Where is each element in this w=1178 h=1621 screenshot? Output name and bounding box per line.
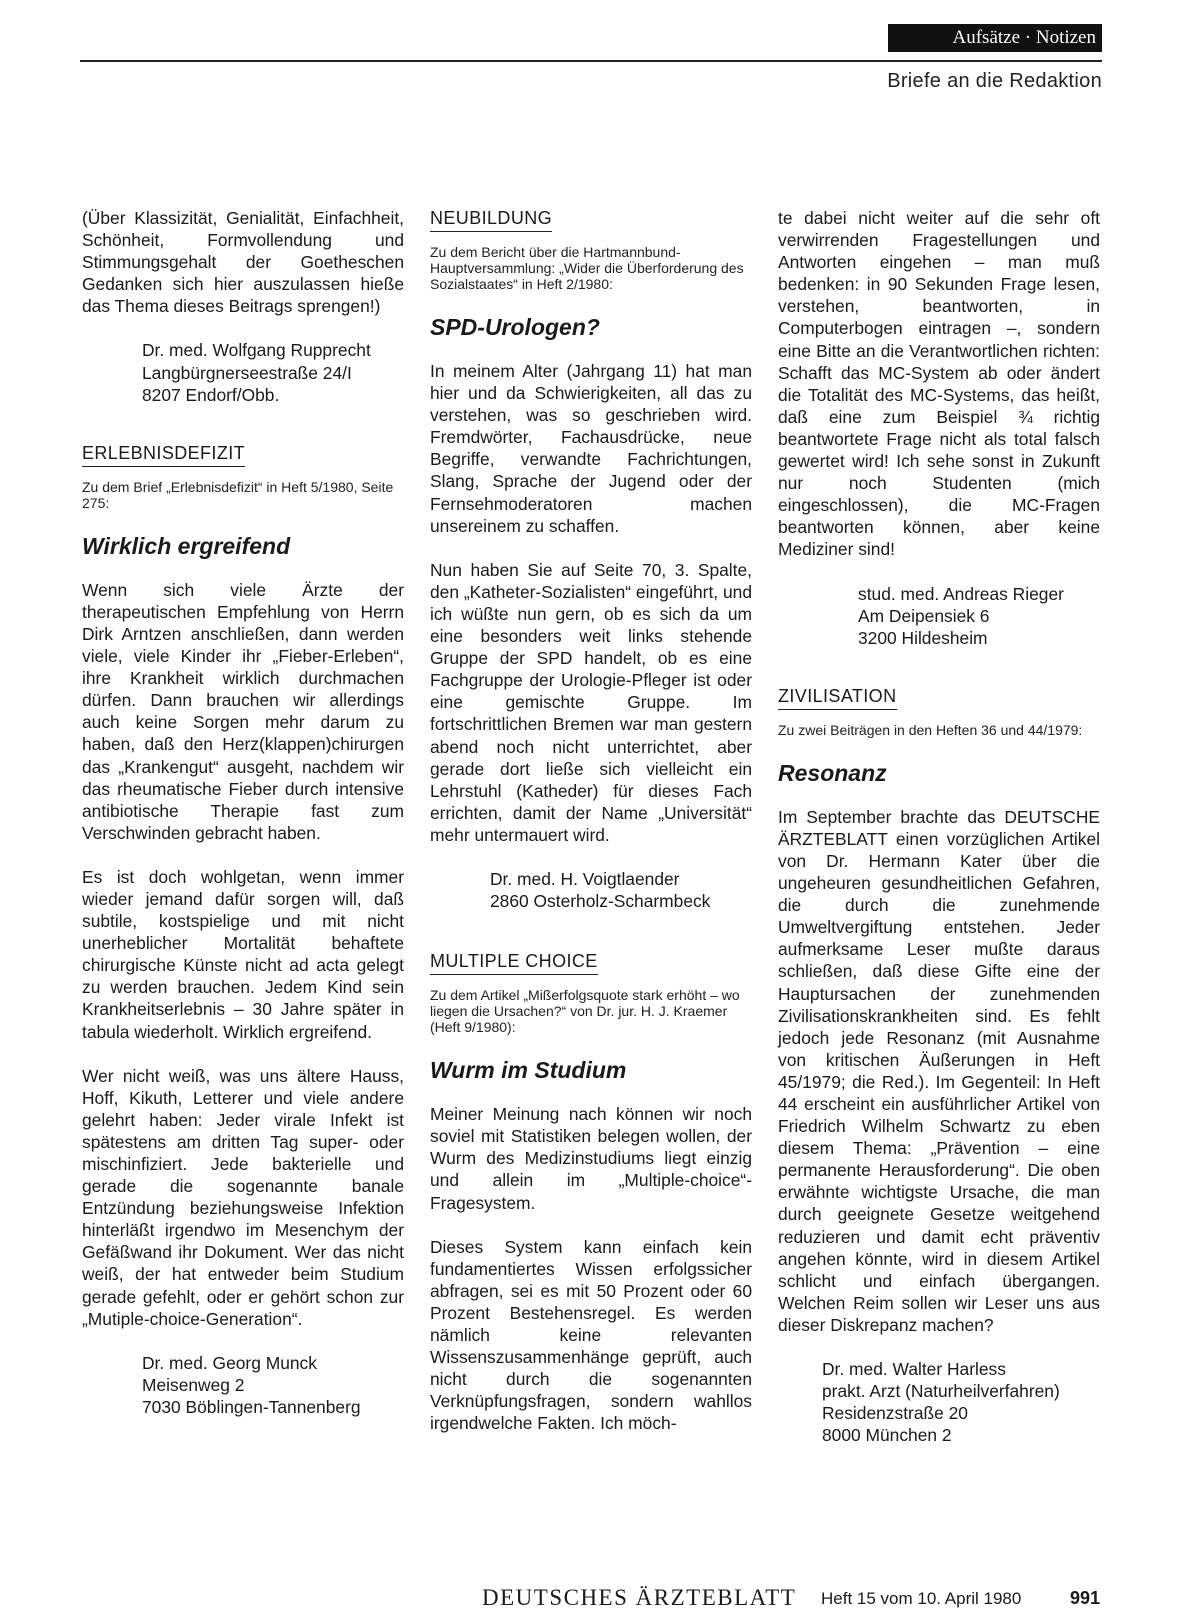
letter-intro: Zu zwei Beiträgen in den Heften 36 und 44/1979: [778, 721, 1083, 738]
signature-line: Dr. med. Wolfgang Rupprecht [142, 340, 371, 361]
signature-line: Langbürgnerseestraße 24/I [142, 362, 352, 383]
signature-line: Dr. med. Georg Munck [142, 1352, 317, 1373]
body-paragraph: Nun haben Sie auf Seite 70, 3. Spalte, den „Katheter-Sozialisten“ eingeführt, und ich wüßte nun gern, ob es sich da um eine besonders weit links stehende Gruppe der SPD handelt, ob es eine Fachgruppe der Urologie-Pfleger ist oder eine gemischte Gruppe. Im fortschrittlichen Bremen war man gestern abend noch nicht unterrichtet, aber gerade dort ließe sich vielleicht ein Lehrstuhl (Katheder) für dieses Fach errichten, damit der Name „Universität“ mehr untermauert wird. [430, 559, 752, 845]
header-rule [80, 60, 1102, 62]
signature-line: Dr. med. H. Voigtlaender [490, 868, 680, 889]
signature-line: 2860 Osterholz-Scharmbeck [490, 891, 711, 912]
signature-voigtlaender [490, 868, 752, 912]
signature-line: Dr. med. Walter Harless [822, 1359, 1006, 1380]
letter-closing-paragraph: (Über Klassizität, Genialität, Einfachheit, Schönheit, Formvollendung und Stimmungsgehalt der Goetheschen Gedanken sich hier auszulassen hieße das Thema dieses Beitrags sprengen!) [82, 208, 404, 317]
section-kicker: MULTIPLE CHOICE [430, 950, 598, 975]
signature-line: Meisenweg 2 [142, 1374, 245, 1395]
signature-line: 7030 Böblingen-Tannenberg [142, 1396, 361, 1417]
body-paragraph: Es ist doch wohlgetan, wenn immer wieder jemand dafür sorgen will, daß subtile, kostspielige und mit nicht unerheblicher Mortalität behaftete chirurgische Künste nicht ad acta gelegt zu werden brauchen. Jedem Kind sein Krankheitserlebnis – 30 Jahre später in tabula wiederholt. Wirklich ergreifend. [82, 866, 404, 1042]
journal-masthead: DEUTSCHES ÄRZTEBLATT [482, 1585, 797, 1610]
signature-line: 8207 Endorf/Obb. [142, 384, 280, 405]
column-1 [82, 207, 404, 1418]
signature-rieger [858, 583, 1100, 649]
column-2 [430, 207, 752, 1434]
section-kicker: NEUBILDUNG [430, 207, 552, 232]
page-number: 991 [1070, 1588, 1101, 1608]
signature-line: 3200 Hildesheim [858, 627, 988, 648]
body-paragraph: te dabei nicht weiter auf die sehr oft verwirrenden Fragestellungen und Antworten eingehen – man muß bedenken: in 90 Sekunden Frage lesen, verstehen, beantworten, in Computerbogen eintragen –, sondern eine Bitte an die Verantwortlichen richten: Schafft das MC-System ab oder ändert die Totalität des MC-Systems, das heißt, daß eine zum Beispiel ¾ richtig beantwortete Frage nicht als total falsch gewertet wird! Ich sehe sonst in Zukunft nur noch Studenten (mich eingeschlossen), die MC-Fragen beantworten können, aber keine Mediziner sind! [778, 208, 1100, 560]
body-paragraph: Meiner Meinung nach können wir noch soviel mit Statistiken belegen wollen, der Wurm des Medizinstudiums liegt einzig und allein im „Multiple-choice“-Fragesystem. [430, 1104, 752, 1213]
signature-line: prakt. Arzt (Naturheilverfahren) [822, 1381, 1060, 1402]
signature-line: Residenzstraße 20 [822, 1403, 968, 1424]
signature-line: stud. med. Andreas Rieger [858, 583, 1064, 604]
letter-headline: Wurm im Studium [430, 1057, 627, 1084]
signature-harless [822, 1358, 1100, 1446]
signature-rupprecht [142, 339, 404, 405]
section-kicker: ZIVILISATION [778, 685, 897, 710]
letter-headline: Resonanz [778, 759, 887, 786]
body-paragraph: Wenn sich viele Ärzte der therapeutischen Empfehlung von Herrn Dirk Arntzen anschließen, dann werden viele, viele Kinder ihr „Fieber-Erleben“, ihre Krankheit wirklich durchmachen dürfen. Dann brauchen wir allerdings auch keine Sorgen mehr darum zu haben, daß den Herz(klappen)chirurgen das „Krankengut“ ausgeht, nachdem wir das rheumatische Fieber durch intensive antibiotische Therapie fast zum Verschwinden gebracht haben. [82, 579, 404, 843]
letter-headline: SPD-Urologen? [430, 314, 600, 340]
signature-line: 8000 München 2 [822, 1425, 952, 1446]
section-kicker: ERLEBNISDEFIZIT [82, 442, 245, 467]
signature-line: Am Deipensiek 6 [858, 605, 990, 626]
column-3 [778, 207, 1100, 1446]
body-paragraph: Im September brachte das DEUTSCHE ÄRZTEBLATT einen vorzüglichen Artikel von Dr. Hermann Kater über die ungeheuren gesundheitlichen Gefahren, die durch die zunehmende Umweltvergiftung entstehen. Jeder aufmerksame Leser mußte daraus schließen, daß diese Gifte eine der Hauptursachen der zunehmenden Zivilisationskrankheiten sind. Es fehlt jedoch jede Resonanz (mit Ausnahme von kritischen Äußerungen in Heft 45/1979; die Red.). Im Gegenteil: In Heft 44 erscheint ein ausführlicher Artikel von Friedrich Wilhelm Schwartz zu eben diesem Thema: „Prävention – eine permanente Herausforderung“. Die oben erwähnte wichtigste Ursache, die man durch geeignete Gesetze weitgehend reduzieren und damit echt präventiv angehen könnte, wird in diesem Artikel schlicht und einfach übergangen. Welchen Reim sollen wir Leser uns aus dieser Diskrepanz machen? [778, 806, 1100, 1335]
body-paragraph: Wer nicht weiß, was uns ältere Hauss, Hoff, Kikuth, Letterer und viele andere gelehrt haben: Jeder virale Infekt ist spätestens am dritten Tag super- oder mischinfiziert. Jede bakterielle und gerade die sogenannte banale Entzündung beziehungsweise Infektion hinterläßt irgendwo im Mesenchym der Gefäßwand ihr Dokument. Wer das nicht weiß, der hat entweder beim Studium gerade gefehlt, oder er gehört schon zur „Mutiple-choice-Generation“. [82, 1065, 404, 1329]
issue-info: Heft 15 vom 10. April 1980 [821, 1589, 1022, 1608]
letter-intro: Zu dem Bericht über die Hartmannbund-Hauptversammlung: „Wider die Überforderung des Sozialstaates“ in Heft 2/1980: [430, 244, 744, 292]
section-title: Briefe an die Redaktion [887, 70, 1102, 92]
body-paragraph: In meinem Alter (Jahrgang 11) hat man hier und da Schwierigkeiten, all das zu verstehen, was so geschrieben wird. Fremdwörter, Fachausdrücke, neue Begriffe, verwandte Fachrichtungen, Slang, Sprache der Jugend oder der Fernsehmoderatoren machen unsereinem zu schaffen. [430, 361, 752, 536]
letter-intro: Zu dem Artikel „Mißerfolgsquote stark erhöht – wo liegen die Ursachen?“ von Dr. jur. H. J. Kraemer (Heft 9/1980): [430, 987, 740, 1036]
letter-intro: Zu dem Brief „Erlebnisdefizit“ in Heft 5/1980, Seite 275: [82, 478, 394, 511]
signature-munck [142, 1352, 404, 1418]
body-paragraph: Dieses System kann einfach kein fundamentiertes Wissen erfolgssicher abfragen, sei es mit 50 Prozent oder 60 Prozent Bestehensregel. Es werden nämlich keine relevanten Wissenszusammenhänge geprüft, auch nicht durch die sogenannten Verknüpfungsfragen, sondern wahllos irgendwelche Fakten. Ich möch- [430, 1236, 752, 1434]
section-badge: Aufsätze · Notizen [888, 24, 1102, 52]
letter-headline: Wirklich ergreifend [82, 532, 291, 559]
